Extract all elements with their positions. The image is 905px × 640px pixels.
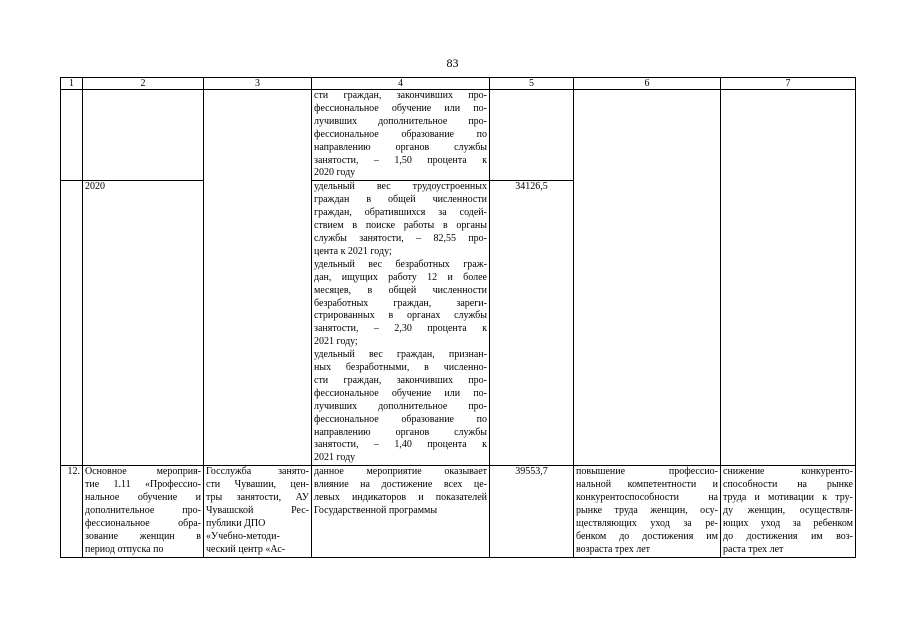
text-line: тие 1.11 «Профессио-	[85, 479, 201, 491]
text-line: «Учебно-методи-	[206, 530, 280, 542]
text-line: граждан в общей численности	[314, 194, 487, 206]
text-line: возраста трех лет	[576, 543, 651, 555]
text-line: зование женщин в	[85, 530, 201, 542]
text-line: ществляющих уход за ре-	[576, 517, 718, 529]
text-line: влияние на достижение всех це-	[314, 479, 487, 491]
indicator-cell	[312, 90, 490, 181]
text-line: направлению органов службы	[314, 141, 487, 153]
consequence-cell	[721, 181, 856, 466]
text-line: цента к 2021 году;	[314, 245, 392, 257]
executor-cell	[204, 90, 312, 181]
text-line: 2020 году	[314, 167, 356, 179]
event-cell	[83, 466, 204, 557]
text-line: удельный вес трудоустроенных	[314, 181, 487, 193]
text-line: 2021 году;	[314, 336, 358, 348]
text-line: занятости, – 1,50 процента к	[314, 154, 487, 166]
table-row	[61, 181, 856, 466]
text-line: Госслужба занято-	[206, 466, 309, 478]
text-line: Чувашской Рес-	[206, 505, 309, 516]
text-line: нальной компетентности и	[576, 479, 718, 491]
text-line: лучивших дополнительное про-	[314, 115, 487, 127]
text-line: труда и мотивации к тру-	[723, 492, 853, 504]
text-line: Основное мероприя-	[85, 466, 201, 478]
text-line: занятости, – 1,40 процента к	[314, 439, 487, 451]
header-cell: 2	[83, 78, 204, 90]
text-line: публики ДПО	[206, 517, 266, 529]
text-line: фессиональное обучение или по-	[314, 387, 487, 399]
page-number: 83	[446, 56, 459, 70]
funding-cell: 34126,5	[490, 181, 574, 466]
event-cell	[83, 90, 204, 181]
header-row	[61, 78, 856, 90]
header-cell: 3	[204, 78, 312, 90]
table-row	[61, 90, 856, 181]
executor-cell	[204, 466, 312, 557]
text-line: фессиональное образование по	[314, 128, 487, 140]
text-line: месяцев, в общей численности	[314, 284, 487, 296]
text-line: удельный вес граждан, признан-	[314, 349, 487, 361]
text-line: фессиональное образование по	[314, 413, 487, 425]
text-line: ющих уход за ребенком	[723, 517, 853, 529]
text-line: ствием в поиске работы в органы	[314, 220, 487, 232]
text-line: ческий центр «Ас-	[206, 543, 286, 555]
text-line: безработных граждан, зареги-	[314, 297, 487, 309]
table-row	[61, 466, 856, 557]
text-line: направлению органов службы	[314, 426, 487, 438]
text-line: сти граждан, закончивших про-	[314, 374, 487, 386]
consequence-cell	[721, 466, 856, 557]
text-line: удельный вес безработных граж-	[314, 258, 487, 270]
text-line: бенком до достижения им	[576, 530, 718, 542]
text-line: дополнительное про-	[85, 505, 201, 516]
text-line: рынке труда женщин, осу-	[576, 505, 718, 516]
consequence-cell	[721, 90, 856, 181]
result-cell	[574, 181, 721, 466]
text-line: данное мероприятие оказывает	[314, 466, 487, 478]
year-cell: 2020	[83, 181, 204, 466]
text-line: повышение профессио-	[576, 466, 718, 478]
text-line: сти Чувашии, цен-	[206, 479, 309, 491]
text-line: до достижения им воз-	[723, 530, 853, 542]
text-line: конкурентоспособности на	[576, 492, 718, 504]
text-line: дан, ищущих работу 12 и более	[314, 271, 487, 283]
text-line: службы занятости, – 82,55 про-	[314, 232, 487, 244]
text-line: способности на рынке	[723, 479, 853, 491]
result-cell	[574, 466, 721, 557]
text-line: лучивших дополнительное про-	[314, 400, 487, 412]
result-cell	[574, 90, 721, 181]
text-line: занятости, – 2,30 процента к	[314, 323, 487, 335]
funding-cell	[490, 90, 574, 181]
text-line: ных безработными, в численно-	[314, 362, 487, 374]
program-table	[60, 77, 856, 558]
text-line: стрированных в органах службы	[314, 310, 487, 322]
row-number-cell	[61, 90, 83, 181]
header-cell: 7	[721, 78, 856, 90]
header-cell: 4	[312, 78, 490, 90]
indicator-cell	[312, 466, 490, 557]
row-number-cell: 12.	[61, 466, 83, 557]
text-line: граждан, обратившихся за содей-	[314, 207, 487, 219]
text-line: сти граждан, закончивших про-	[314, 90, 487, 101]
funding-cell: 39553,7	[490, 466, 574, 557]
text-line: Государственной программы	[314, 505, 438, 516]
text-line: раста трех лет	[723, 543, 784, 555]
text-line: 2021 году	[314, 452, 356, 464]
text-line: период отпуска по	[85, 543, 164, 555]
text-line: левых индикаторов и показателей	[314, 492, 487, 504]
indicator-cell	[312, 181, 490, 466]
text-line: ду женщин, осуществля-	[723, 505, 853, 516]
executor-cell	[204, 181, 312, 466]
text-line: фессиональное обучение или по-	[314, 102, 487, 114]
row-number-cell	[61, 181, 83, 466]
text-line: тры занятости, АУ	[206, 492, 309, 504]
header-cell: 5	[490, 78, 574, 90]
text-line: снижение конкуренто-	[723, 466, 853, 478]
header-cell: 6	[574, 78, 721, 90]
header-cell: 1	[61, 78, 83, 90]
text-line: нальное обучение и	[85, 492, 201, 504]
text-line: фессиональное обра-	[85, 517, 201, 529]
